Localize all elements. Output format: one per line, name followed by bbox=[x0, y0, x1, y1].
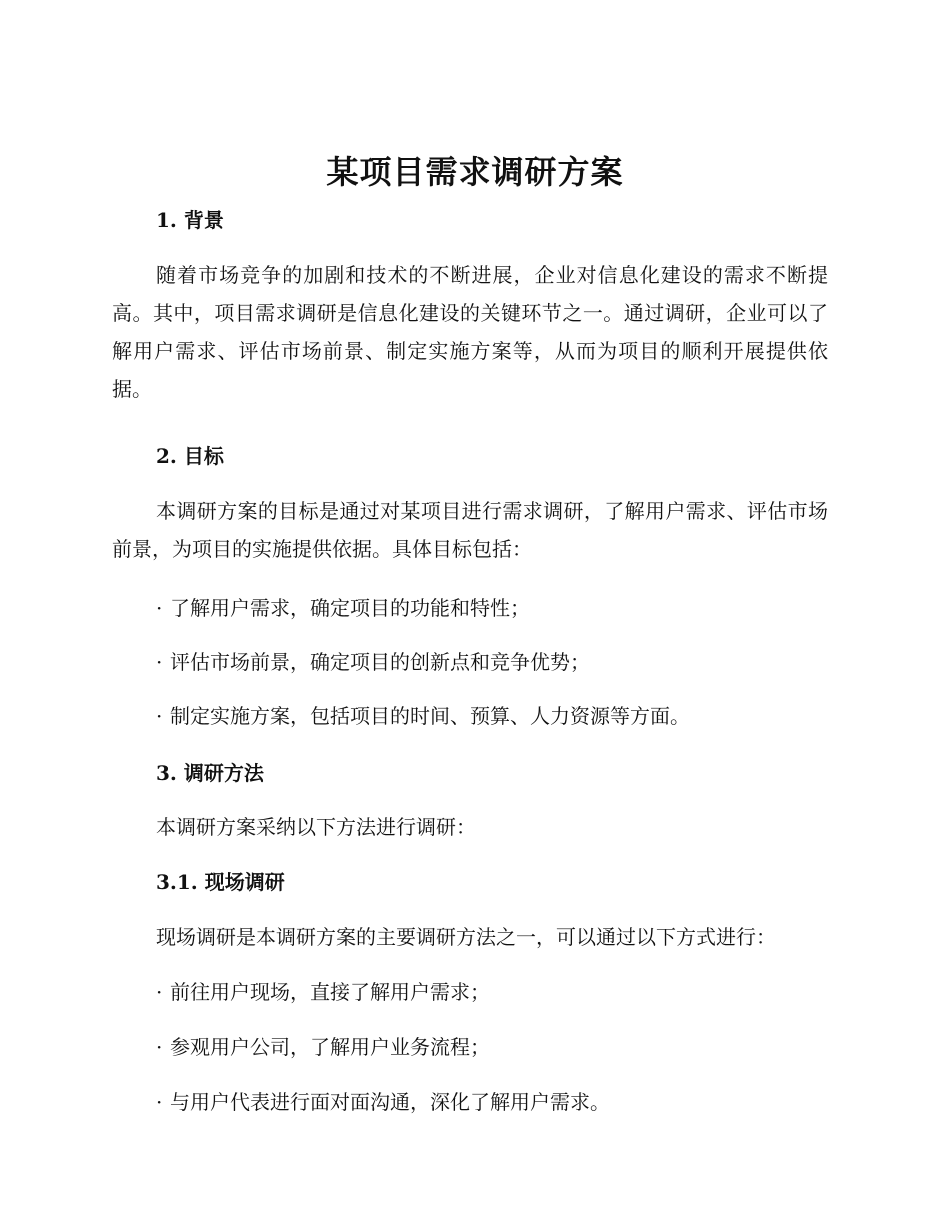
goals-bullet-text: 制定实施方案，包括项目的时间、预算、人力资源等方面。 bbox=[170, 704, 690, 728]
methods-intro: 本调研方案采纳以下方法进行调研： bbox=[156, 815, 476, 839]
document-title: 某项目需求调研方案 bbox=[326, 153, 624, 191]
field-research-bullet-text: 参观用户公司，了解用户业务流程； bbox=[170, 1035, 490, 1059]
field-research-intro: 现场调研是本调研方案的主要调研方法之一，可以通过以下方式进行： bbox=[156, 925, 776, 949]
field-research-bullet-item bbox=[156, 1032, 490, 1062]
bullet-symbol: · bbox=[156, 1035, 163, 1059]
goals-bullet-item bbox=[156, 593, 530, 623]
field-research-bullet-item bbox=[156, 1087, 610, 1117]
section-heading-background: 1. 背景 bbox=[156, 208, 224, 232]
section-heading-methods: 3. 调研方法 bbox=[156, 761, 264, 785]
goals-bullet-item bbox=[156, 701, 690, 731]
background-paragraph: 随着市场竞争的加剧和技术的不断进展，企业对信息化建设的需求不断提高。其中，项目需求调研是信息化建设的关键环节之一。通过调研，企业可以了解用户需求、评估市场前景、制定实施方案等，从而为项目的顺利开展提供依据。 bbox=[112, 263, 828, 401]
goals-bullet-text: 了解用户需求，确定项目的功能和特性； bbox=[170, 596, 530, 620]
section-heading-goals: 2. 目标 bbox=[156, 444, 224, 468]
goals-paragraph: 本调研方案的目标是通过对某项目进行需求调研，了解用户需求、评估市场前景，为项目的实施提供依据。具体目标包括： bbox=[112, 499, 828, 561]
bullet-symbol: · bbox=[156, 704, 163, 728]
goals-bullet-text: 评估市场前景，确定项目的创新点和竞争优势； bbox=[170, 650, 590, 674]
bullet-symbol: · bbox=[156, 1090, 163, 1114]
bullet-symbol: · bbox=[156, 650, 163, 674]
field-research-bullet-item bbox=[156, 977, 490, 1007]
field-research-bullet-text: 前往用户现场，直接了解用户需求； bbox=[170, 980, 490, 1004]
section-heading-field-research: 3.1. 现场调研 bbox=[156, 870, 285, 894]
field-research-bullet-text: 与用户代表进行面对面沟通，深化了解用户需求。 bbox=[170, 1090, 610, 1114]
bullet-symbol: · bbox=[156, 980, 163, 1004]
goals-bullet-item bbox=[156, 647, 590, 677]
bullet-symbol: · bbox=[156, 596, 163, 620]
